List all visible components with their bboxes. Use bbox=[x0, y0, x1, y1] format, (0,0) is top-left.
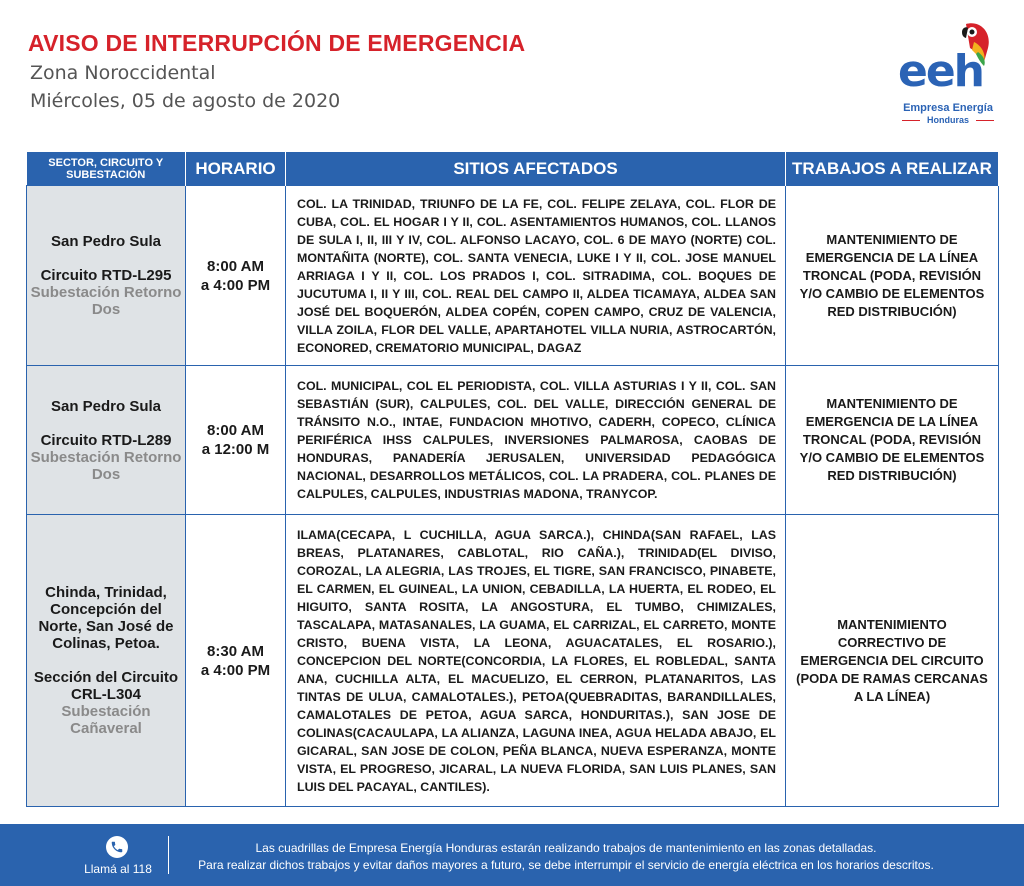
sector-cell bbox=[27, 515, 186, 807]
table-header-row bbox=[27, 152, 999, 186]
sites-cell: COL. MUNICIPAL, COL EL PERIODISTA, COL. VILLA ASTURIAS I Y II, COL. SAN SEBASTIÁN (SUR), CALPULES, COL. DEL VALLE, DIRECCIÓN GENERAL DE TRÁNSITO N.O., INTAE, FUNDACION MHOTIVO, CADERH, COPECO, CLÍNICA PERIFÉRICA IHSS CALPULES, INVERSIONES PALMAROSA, CAOBAS DE HONDURAS, PANADERÍA JERUSALEN, UNIVERSIDAD PEDAGÓGICA NACIONAL, DESARROLLOS METÁLICOS, COL. LA PRADERA, COL. PLANES DE CALPULES, CALPULES, INDUSTRIAS MADONA, TRANYCOP. bbox=[286, 366, 786, 515]
header-schedule: HORARIO bbox=[186, 152, 286, 186]
header-sites: SITIOS AFECTADOS bbox=[286, 152, 786, 186]
footer-divider bbox=[168, 836, 169, 874]
sector-circuit: Sección del Circuito CRL-L304 bbox=[33, 669, 179, 703]
sites-cell: ILAMA(CECAPA, L CUCHILLA, AGUA SARCA.), CHINDA(SAN RAFAEL, LAS BREAS, PLATANARES, CABLOTAL, RIO CAÑA.), TRINIDAD(EL DIVISO, COROZAL, LA ALEGRIA, LAS TROJES, EL TIGRE, SAN FRANCISCO, PINABETE, EL CARMEN, EL GUINEAL, LA UNION, CEBADILLA, LA HUERTA, EL RODEO, EL HIGUITO, SANTA ROSITA, LA ANGOSTURA, EL TUMBO, CHIMIZALES, TASCALAPA, MATASANALES, LA GUAMA, EL CARRIZAL, EL CARRETO, MONTE CRISTO, BUENA VISTA, LA LEONA, AGUACATALES, EL ROSARIO.), CONCEPCION DEL NORTE(CONCORDIA, LA FLORES, EL ROBLEDAL, SANTA ANA, CUCHILLA ALTA, EL MACUELIZO, EL CERRON, PLATANARITOS, LAS TINTAS DE ULUA, CAMALOTALES.), PETOA(QUEBRADITAS, BARANDILLALES, CAMALOTALES DE PETOA, AGUA SARCA, HONDURITAS.), SAN JOSE DE COLINAS(CACAULAPA, LA ALIANZA, LAGUNA INEA, AGUA HELADA ABAJO, EL GICARAL, SAN JOSE DE COLON, PEÑA BLANCA, NUEVA ESPERANZA, MONTE VISTA, EL PROGRESO, JICARAL, LA NUEVA FLORIDA, SAN LUIS PLANES, SAN LUIS DEL PACAYAL, CANTILES). bbox=[286, 515, 786, 807]
schedule-start: 8:00 AM bbox=[207, 422, 264, 439]
schedule-cell bbox=[186, 366, 286, 515]
sector-city: San Pedro Sula bbox=[50, 397, 162, 415]
header-sector: SECTOR, CIRCUITO Y SUBESTACIÓN bbox=[27, 152, 186, 186]
schedule-end: a 4:00 PM bbox=[200, 276, 271, 294]
date-label: Miércoles, 05 de agosto de 2020 bbox=[30, 90, 341, 112]
footer-line-1: Las cuadrillas de Empresa Energía Honduras estarán realizando trabajos de mantenimiento en las zonas detalladas. bbox=[255, 841, 877, 855]
sector-city: Chinda, Trinidad, Concepción del Norte, San José de Colinas, Petoa. bbox=[38, 584, 174, 652]
call-label[interactable]: Llamá al 118 bbox=[84, 862, 152, 876]
phone-button[interactable] bbox=[106, 836, 128, 858]
footer-message bbox=[172, 840, 960, 874]
logo-company: Empresa Energía bbox=[903, 102, 993, 114]
header-work: TRABAJOS A REALIZAR bbox=[786, 152, 999, 186]
sites-cell: COL. LA TRINIDAD, TRIUNFO DE LA FE, COL. FELIPE ZELAYA, COL. FLOR DE CUBA, COL. EL HOGAR I Y II, COL. ASENTAMIENTOS HUMANOS, COL. LLANOS DE SULA I, II, III Y IV, COL. ALFONSO LACAYO, COL. 6 DE MAYO (NORTE) COL. MONTAÑITA (NORTE), COL. SANTA VENECIA, LUKE I Y II, COL. JOSE MANUEL ARRIAGA I Y II, COL. LOS PRADOS I, COL. SITRADIMA, COL. BOQUES DE JUCUTUMA I, II Y III, COL. REAL DEL CAMPO II, ALDEA TICAMAYA, ALDEA SAN JOSÉ DEL BOQUERÓN, ALDEA COPÉN, COPEN CAMPO, CRUZ DE VALENCIA, VILLA ZOILA, FLOR DEL VALLE, APARTAHOTEL VILLA NURIA, ASTROCARTÓN, ECONORED, CREMATORIO MUNICIPAL, DAGAZ bbox=[286, 186, 786, 366]
table-row bbox=[27, 366, 999, 515]
logo-mark: eeh bbox=[898, 46, 984, 97]
sector-city: San Pedro Sula bbox=[50, 233, 162, 250]
schedule-start: 8:30 AM bbox=[207, 642, 264, 660]
zone-label: Zona Noroccidental bbox=[30, 62, 216, 84]
footer-line-2: Para realizar dichos trabajos y evitar daños mayores a futuro, se debe interrumpir el servicio de energía eléctrica en los horarios descritos. bbox=[198, 858, 934, 872]
logo-country: Honduras bbox=[926, 115, 969, 125]
logo-divider-right bbox=[976, 120, 994, 121]
phone-icon bbox=[110, 840, 124, 854]
work-cell: MANTENIMIENTO CORRECTIVO DE EMERGENCIA DEL CIRCUITO (PODA DE RAMAS CERCANAS A LA LÍNEA) bbox=[786, 515, 999, 807]
schedule-cell bbox=[186, 186, 286, 366]
table-row bbox=[27, 186, 999, 366]
work-cell: MANTENIMIENTO DE EMERGENCIA DE LA LÍNEA TRONCAL (PODA, REVISIÓN Y/O CAMBIO DE ELEMENTOS RED DISTRIBUCIÓN) bbox=[786, 366, 999, 515]
sector-cell bbox=[27, 366, 186, 515]
work-cell: MANTENIMIENTO DE EMERGENCIA DE LA LÍNEA TRONCAL (PODA, REVISIÓN Y/O CAMBIO DE ELEMENTOS RED DISTRIBUCIÓN) bbox=[786, 186, 999, 366]
table-row bbox=[27, 515, 999, 807]
sector-substation: Subestación Retorno Dos bbox=[30, 448, 182, 483]
sector-substation: Subestación Cañaveral bbox=[61, 703, 151, 737]
schedule-start: 8:00 AM bbox=[207, 257, 264, 275]
schedule-end: a 12:00 M bbox=[201, 441, 270, 458]
sector-cell bbox=[27, 186, 186, 366]
interruption-table bbox=[26, 152, 999, 807]
page-title: AVISO DE INTERRUPCIÓN DE EMERGENCIA bbox=[28, 30, 526, 56]
schedule-end: a 4:00 PM bbox=[200, 661, 271, 679]
sector-circuit: Circuito RTD-L295 bbox=[40, 267, 172, 284]
schedule-cell bbox=[186, 515, 286, 807]
sector-substation: Subestación Retorno Dos bbox=[30, 284, 182, 318]
eeh-logo bbox=[898, 18, 998, 125]
sector-circuit: Circuito RTD-L289 bbox=[40, 431, 172, 449]
footer-bar bbox=[0, 824, 1024, 886]
